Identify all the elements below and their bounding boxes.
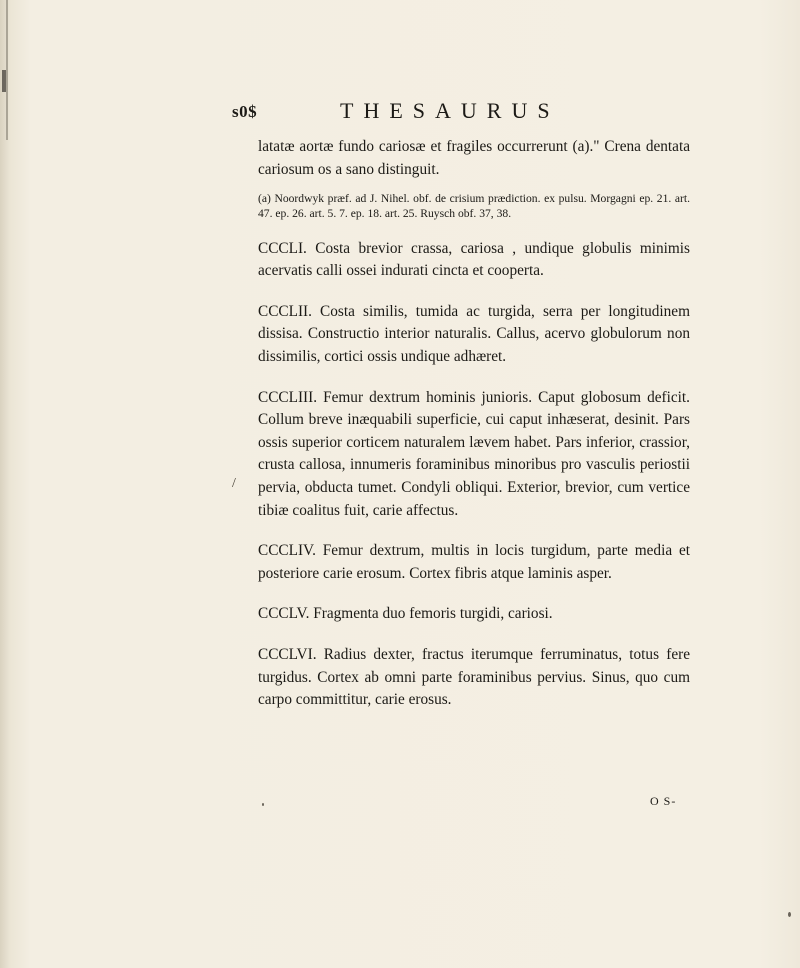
binding-edge (6, 0, 8, 140)
main-text (258, 136, 690, 712)
page-header (232, 98, 682, 132)
binding-mark (2, 70, 6, 92)
paper-speck (262, 803, 264, 806)
running-title: THESAURUS (340, 98, 560, 123)
entry-ccclii: CCCLII. Costa similis, tumida ac turgida, serra per longitudinem dissisa. Constructio interior naturalis. Callus, acervo globulorum non dissimilis, cortici ossis undique adhæret. (258, 302, 690, 365)
entry-ccclvi: CCCLVI. Radius dexter, fractus iterumque ferruminatus, totus fere turgidus. Cortex ab omni parte foraminibus pervius. Sinus, quo cum carpo committitur, carie erosus. (258, 645, 690, 709)
footnote: (a) Noordwyk præf. ad J. Nihel. obf. de crisium prædiction. ex pulsu. Morgagni ep. 21. art. 47. ep. 26. art. 5. 7. ep. 18. art. 25. Ruysch obf. 37, 38. (258, 192, 690, 221)
entry-cccliii: CCCLIII. Femur dextrum hominis junioris. Caput globosum deficit. Collum breve inæquabili superficie, cui caput inhæserat, desinit. Pars ossis superior corticem naturalem lævem habet. Pars inferior, crassior, crusta callosa, innumeris foraminibus minoribus pro vasculis periostii pervia, obducta tumet. Condyli obliqui. Exterior, brevior, cum vertice tibiæ coalitus fuit, carie affectus. (258, 388, 690, 519)
margin-mark: / (232, 476, 236, 491)
catchword: O S- (650, 794, 677, 808)
page-number: s0$ (232, 102, 258, 121)
entry-ccclv: CCCLV. Fragmenta duo femoris turgidi, cariosi. (258, 605, 553, 623)
entry-cccli: CCCLI. Costa brevior crassa, cariosa , undique globulis minimis acervatis calli ossei indurati cincta et cooperta. (258, 239, 690, 280)
entry-cccliv: CCCLIV. Femur dextrum, multis in locis turgidum, parte media et posteriore carie erosum. Cortex fibris atque laminis asper. (258, 542, 690, 582)
paper-speck (788, 912, 791, 917)
intro-paragraph: latatæ aortæ fundo cariosæ et fragiles occurrerunt (a)." Crena dentata cariosum os a sano distinguit. (258, 138, 690, 178)
